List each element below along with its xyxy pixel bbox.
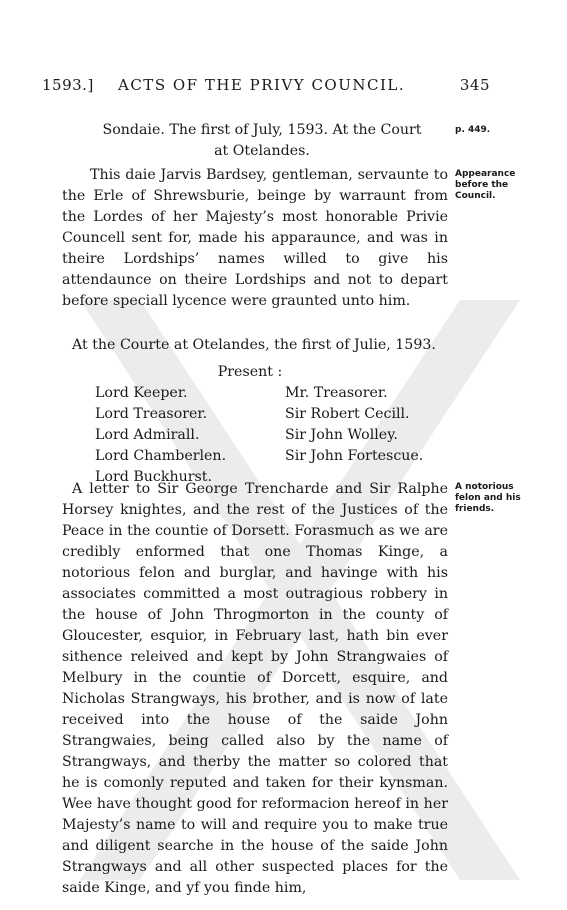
present-member: Sir John Wolley.	[285, 427, 398, 443]
present-left-column	[95, 383, 226, 488]
present-member: Lord Keeper.	[95, 385, 188, 401]
margin-note-appearance: Appearance before the Council.	[455, 169, 516, 201]
margin-note-notorious-felon: A notorious felon and his friends.	[455, 482, 521, 514]
margin-page-reference: p. 449.	[455, 125, 491, 135]
section2-heading: At the Courte at Otelandes, the first of Julie, 1593.	[72, 337, 436, 353]
section1-heading-line1: Sondaie. The first of July, 1593. At the Court	[102, 122, 422, 138]
present-member: Sir John Fortescue.	[285, 448, 424, 464]
section1-heading	[72, 120, 452, 162]
page-number: 345	[459, 76, 490, 94]
present-member: Lord Admirall.	[95, 427, 200, 443]
present-member: Lord Treasorer.	[95, 406, 208, 422]
header-year: 1593.]	[42, 76, 94, 94]
present-member: Lord Buckhurst.	[95, 469, 212, 485]
present-right-column	[285, 383, 423, 467]
section1-paragraph: This daie Jarvis Bardsey, gentleman, servaunte to the Erle of Shrewsburie, beinge by warraunt from the Lordes of her Majesty’s most honorable Privie Councell sent for, made his apparaunce, and was in theire Lordships’ names willed to give his attendaunce on theire Lordships and not to depart before speciall lycence were graunted unto him.	[62, 167, 448, 309]
section3-paragraph: A letter to Sir George Trencharde and Sir Ralphe Horsey knightes, and the rest of the Justices of the Peace in the countie of Dorsett. Forasmuch as we are credibly enformed that one Thomas Kinge, a notorious felon and burglar, and havinge with his associates committed a most outragious robbery in the house of John Throgmorton in the county of Gloucester, esquior, in February last, hath bin ever sithence releived and kept by John Strangwaies of Melbury in the countie of Dorcett, esquire, and Nicholas Strangways, his brother, and is now of late received into the house of the saide John Strangwaies, being called also by the name of Strangways, and therby the matter so colored that he is comonly reputed and taken for their kynsman. Wee have thought good for reformacion hereof in her Majesty’s name to will and require you to make true and diligent searche in the house of the saide John Strangways and all other suspected places for the saide Kinge, and yf you finde him,	[62, 481, 448, 896]
header-title: ACTS OF THE PRIVY COUNCIL.	[118, 76, 406, 94]
present-label: Present :	[217, 364, 283, 380]
present-member: Sir Robert Cecill.	[285, 406, 410, 422]
section1-heading-line2: at Otelandes.	[214, 143, 310, 159]
present-member: Lord Chamberlen.	[95, 448, 227, 464]
present-member: Mr. Treasorer.	[285, 385, 388, 401]
